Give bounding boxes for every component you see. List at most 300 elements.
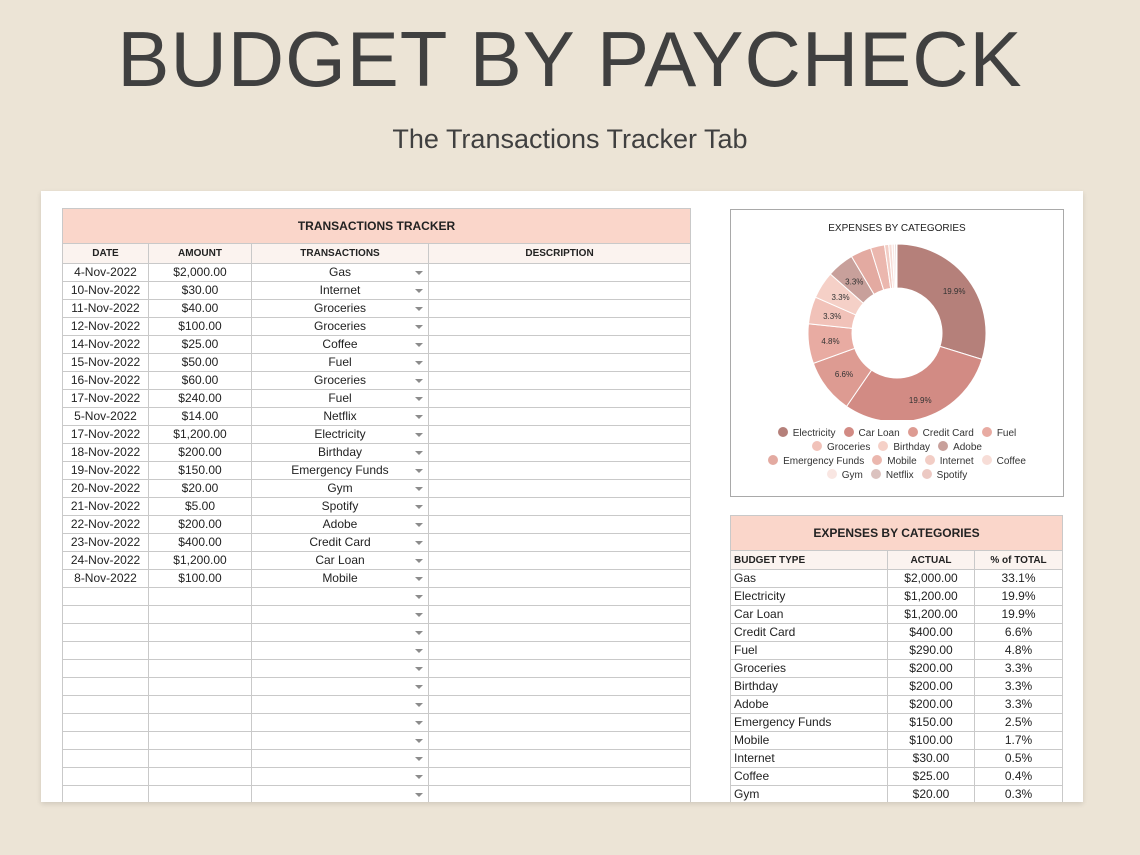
amount-cell[interactable] bbox=[149, 678, 252, 696]
transaction-cell[interactable] bbox=[252, 408, 429, 426]
date-cell[interactable] bbox=[63, 768, 149, 786]
dropdown-arrow-icon[interactable] bbox=[415, 343, 423, 347]
transaction-cell[interactable] bbox=[252, 570, 429, 588]
transaction-cell[interactable] bbox=[252, 588, 429, 606]
table-row bbox=[731, 588, 1063, 606]
table-row bbox=[63, 354, 691, 372]
transaction-cell[interactable] bbox=[252, 282, 429, 300]
amount-cell[interactable] bbox=[149, 660, 252, 678]
legend-item[interactable] bbox=[768, 455, 864, 469]
budget-type-cell[interactable]: Gas bbox=[731, 570, 888, 588]
description-cell[interactable] bbox=[429, 696, 691, 714]
date-cell[interactable] bbox=[63, 678, 149, 696]
budget-type-cell[interactable]: Coffee bbox=[731, 768, 888, 786]
legend-item[interactable] bbox=[871, 469, 914, 483]
date-cell[interactable] bbox=[63, 642, 149, 660]
dropdown-arrow-icon[interactable] bbox=[415, 361, 423, 365]
amount-cell[interactable]: $20.00 bbox=[149, 480, 252, 498]
dropdown-arrow-icon[interactable] bbox=[415, 703, 423, 707]
legend-item[interactable] bbox=[982, 455, 1026, 469]
donut-slice-spotify[interactable] bbox=[896, 244, 897, 288]
budget-type-cell[interactable]: Car Loan bbox=[731, 606, 888, 624]
amount-cell[interactable]: $150.00 bbox=[149, 462, 252, 480]
amount-cell[interactable]: $1,200.00 bbox=[149, 426, 252, 444]
transaction-label: Credit Card bbox=[309, 535, 371, 549]
table-row bbox=[63, 750, 691, 768]
pct-total-cell[interactable]: 3.3% bbox=[975, 696, 1063, 714]
amount-cell[interactable]: $30.00 bbox=[149, 282, 252, 300]
actual-cell[interactable]: $200.00 bbox=[888, 660, 975, 678]
pct-total-cell[interactable]: 4.8% bbox=[975, 642, 1063, 660]
actual-cell[interactable]: $30.00 bbox=[888, 750, 975, 768]
transaction-label: Fuel bbox=[328, 391, 352, 405]
dropdown-arrow-icon[interactable] bbox=[415, 289, 423, 293]
transaction-cell[interactable] bbox=[252, 354, 429, 372]
table-row bbox=[63, 408, 691, 426]
amount-cell[interactable] bbox=[149, 768, 252, 786]
description-cell[interactable] bbox=[429, 408, 691, 426]
actual-cell[interactable]: $2,000.00 bbox=[888, 570, 975, 588]
legend-label: Emergency Funds bbox=[783, 456, 865, 467]
description-cell[interactable] bbox=[429, 426, 691, 444]
transaction-label: Mobile bbox=[322, 571, 358, 585]
transaction-cell[interactable] bbox=[252, 768, 429, 786]
table-row bbox=[731, 606, 1063, 624]
table-row bbox=[731, 768, 1063, 786]
description-cell[interactable] bbox=[429, 534, 691, 552]
dropdown-arrow-icon[interactable] bbox=[415, 469, 423, 473]
dropdown-arrow-icon[interactable] bbox=[415, 559, 423, 563]
amount-cell[interactable] bbox=[149, 750, 252, 768]
table-row bbox=[63, 534, 691, 552]
transaction-cell[interactable] bbox=[252, 480, 429, 498]
actual-cell[interactable]: $200.00 bbox=[888, 696, 975, 714]
spreadsheet-area bbox=[41, 191, 1083, 802]
description-cell[interactable] bbox=[429, 300, 691, 318]
table-row bbox=[63, 444, 691, 462]
budget-type-cell[interactable]: Groceries bbox=[731, 660, 888, 678]
table-row bbox=[63, 318, 691, 336]
description-cell[interactable] bbox=[429, 588, 691, 606]
pct-total-cell[interactable]: 6.6% bbox=[975, 624, 1063, 642]
description-cell[interactable] bbox=[429, 462, 691, 480]
transaction-cell[interactable] bbox=[252, 516, 429, 534]
table-row bbox=[731, 714, 1063, 732]
date-cell[interactable] bbox=[63, 786, 149, 803]
date-cell[interactable]: 15-Nov-2022 bbox=[63, 354, 149, 372]
date-cell[interactable]: 19-Nov-2022 bbox=[63, 462, 149, 480]
legend-row bbox=[731, 455, 1063, 469]
column-header-pct-total: % of TOTAL bbox=[975, 551, 1063, 570]
amount-cell[interactable]: $200.00 bbox=[149, 516, 252, 534]
legend-swatch-icon bbox=[778, 427, 788, 437]
dropdown-arrow-icon[interactable] bbox=[415, 685, 423, 689]
table-row bbox=[63, 570, 691, 588]
legend-swatch-icon bbox=[768, 455, 778, 465]
amount-cell[interactable] bbox=[149, 786, 252, 803]
legend-item[interactable] bbox=[925, 455, 974, 469]
description-cell[interactable] bbox=[429, 390, 691, 408]
table-row bbox=[731, 642, 1063, 660]
transaction-cell[interactable] bbox=[252, 534, 429, 552]
actual-cell[interactable]: $100.00 bbox=[888, 732, 975, 750]
pct-total-cell[interactable]: 0.3% bbox=[975, 786, 1063, 803]
actual-cell[interactable]: $290.00 bbox=[888, 642, 975, 660]
amount-cell[interactable]: $100.00 bbox=[149, 570, 252, 588]
legend-swatch-icon bbox=[871, 469, 881, 479]
date-cell[interactable]: 24-Nov-2022 bbox=[63, 552, 149, 570]
pct-total-cell[interactable]: 19.9% bbox=[975, 606, 1063, 624]
date-cell[interactable] bbox=[63, 588, 149, 606]
chart-title: EXPENSES BY CATEGORIES bbox=[828, 223, 966, 234]
date-cell[interactable]: 12-Nov-2022 bbox=[63, 318, 149, 336]
transaction-cell[interactable] bbox=[252, 426, 429, 444]
description-cell[interactable] bbox=[429, 498, 691, 516]
dropdown-arrow-icon[interactable] bbox=[415, 307, 423, 311]
legend-item[interactable] bbox=[844, 427, 900, 441]
pct-total-cell[interactable]: 0.5% bbox=[975, 750, 1063, 768]
date-cell[interactable]: 8-Nov-2022 bbox=[63, 570, 149, 588]
legend-label: Adobe bbox=[953, 442, 982, 453]
transaction-label: Car Loan bbox=[315, 553, 365, 567]
legend-swatch-icon bbox=[827, 469, 837, 479]
description-cell[interactable] bbox=[429, 606, 691, 624]
pct-total-cell[interactable]: 2.5% bbox=[975, 714, 1063, 732]
legend-label: Birthday bbox=[893, 442, 931, 453]
transaction-cell[interactable] bbox=[252, 660, 429, 678]
transaction-cell[interactable] bbox=[252, 732, 429, 750]
transaction-cell[interactable] bbox=[252, 390, 429, 408]
legend-swatch-icon bbox=[908, 427, 918, 437]
legend-label: Spotify bbox=[936, 470, 968, 481]
slice-data-label: 3.3% bbox=[831, 292, 850, 302]
amount-cell[interactable] bbox=[149, 624, 252, 642]
legend-row bbox=[731, 441, 1063, 455]
amount-cell[interactable]: $25.00 bbox=[149, 336, 252, 354]
table-row bbox=[63, 300, 691, 318]
date-cell[interactable] bbox=[63, 696, 149, 714]
amount-cell[interactable]: $2,000.00 bbox=[149, 264, 252, 282]
date-cell[interactable]: 20-Nov-2022 bbox=[63, 480, 149, 498]
table-row bbox=[731, 732, 1063, 750]
legend-label: Mobile bbox=[887, 456, 917, 467]
dropdown-arrow-icon[interactable] bbox=[415, 613, 423, 617]
actual-cell[interactable]: $200.00 bbox=[888, 678, 975, 696]
date-cell[interactable]: 17-Nov-2022 bbox=[63, 390, 149, 408]
amount-cell[interactable]: $1,200.00 bbox=[149, 552, 252, 570]
date-cell[interactable]: 18-Nov-2022 bbox=[63, 444, 149, 462]
amount-cell[interactable]: $100.00 bbox=[149, 318, 252, 336]
legend-swatch-icon bbox=[982, 427, 992, 437]
table-row bbox=[731, 624, 1063, 642]
actual-cell[interactable]: $400.00 bbox=[888, 624, 975, 642]
transaction-cell[interactable] bbox=[252, 300, 429, 318]
dropdown-arrow-icon[interactable] bbox=[415, 541, 423, 545]
legend-item[interactable] bbox=[872, 455, 916, 469]
legend-label: Netflix bbox=[885, 470, 914, 481]
transactions-tracker-table bbox=[62, 208, 691, 802]
transaction-label: Gas bbox=[328, 265, 351, 279]
budget-type-cell[interactable]: Fuel bbox=[731, 642, 888, 660]
table-row bbox=[731, 678, 1063, 696]
transaction-cell[interactable] bbox=[252, 462, 429, 480]
actual-cell[interactable]: $25.00 bbox=[888, 768, 975, 786]
date-cell[interactable]: 10-Nov-2022 bbox=[63, 282, 149, 300]
legend-item[interactable] bbox=[982, 427, 1016, 441]
legend-item[interactable] bbox=[827, 469, 863, 483]
description-cell[interactable] bbox=[429, 768, 691, 786]
transaction-cell[interactable] bbox=[252, 552, 429, 570]
description-cell[interactable] bbox=[429, 444, 691, 462]
date-cell[interactable]: 23-Nov-2022 bbox=[63, 534, 149, 552]
budget-type-cell[interactable]: Birthday bbox=[731, 678, 888, 696]
table-row bbox=[63, 372, 691, 390]
amount-cell[interactable]: $240.00 bbox=[149, 390, 252, 408]
actual-cell[interactable]: $150.00 bbox=[888, 714, 975, 732]
budget-type-cell[interactable]: Internet bbox=[731, 750, 888, 768]
budget-type-cell[interactable]: Credit Card bbox=[731, 624, 888, 642]
table-row bbox=[63, 732, 691, 750]
description-cell[interactable] bbox=[429, 552, 691, 570]
description-cell[interactable] bbox=[429, 372, 691, 390]
column-header-description: DESCRIPTION bbox=[429, 244, 691, 264]
amount-cell[interactable] bbox=[149, 714, 252, 732]
transaction-cell[interactable] bbox=[252, 750, 429, 768]
transaction-label: Netflix bbox=[323, 409, 357, 423]
transaction-label: Groceries bbox=[313, 373, 366, 387]
description-cell[interactable] bbox=[429, 354, 691, 372]
date-cell[interactable]: 14-Nov-2022 bbox=[63, 336, 149, 354]
legend-row bbox=[731, 469, 1063, 483]
date-cell[interactable]: 17-Nov-2022 bbox=[63, 426, 149, 444]
slice-data-label: 19.9% bbox=[908, 396, 932, 406]
actual-cell[interactable]: $20.00 bbox=[888, 786, 975, 803]
transaction-label: Groceries bbox=[313, 319, 366, 333]
transaction-cell[interactable] bbox=[252, 336, 429, 354]
table-row bbox=[63, 480, 691, 498]
table-row bbox=[63, 336, 691, 354]
amount-cell[interactable] bbox=[149, 732, 252, 750]
table-row bbox=[63, 642, 691, 660]
legend-item[interactable] bbox=[908, 427, 974, 441]
table-row bbox=[731, 696, 1063, 714]
table-row bbox=[63, 264, 691, 282]
table-row bbox=[731, 786, 1063, 803]
pct-total-cell[interactable]: 3.3% bbox=[975, 678, 1063, 696]
description-cell[interactable] bbox=[429, 660, 691, 678]
transaction-cell[interactable] bbox=[252, 498, 429, 516]
transaction-label: Birthday bbox=[317, 445, 363, 459]
dropdown-arrow-icon[interactable] bbox=[415, 433, 423, 437]
dropdown-arrow-icon[interactable] bbox=[415, 271, 423, 275]
transaction-cell[interactable] bbox=[252, 678, 429, 696]
actual-cell[interactable]: $1,200.00 bbox=[888, 606, 975, 624]
legend-swatch-icon bbox=[812, 441, 822, 451]
budget-type-cell[interactable]: Mobile bbox=[731, 732, 888, 750]
transaction-cell[interactable] bbox=[252, 606, 429, 624]
donut-chart-svg bbox=[731, 210, 1063, 420]
transaction-cell[interactable] bbox=[252, 642, 429, 660]
dropdown-arrow-icon[interactable] bbox=[415, 667, 423, 671]
amount-cell[interactable]: $60.00 bbox=[149, 372, 252, 390]
dropdown-arrow-icon[interactable] bbox=[415, 379, 423, 383]
table-row bbox=[63, 426, 691, 444]
chart-legend bbox=[731, 427, 1063, 483]
slice-data-label: 4.8% bbox=[821, 337, 840, 347]
legend-label: Coffee bbox=[996, 456, 1026, 467]
amount-cell[interactable] bbox=[149, 642, 252, 660]
budget-type-cell[interactable]: Adobe bbox=[731, 696, 888, 714]
dropdown-arrow-icon[interactable] bbox=[415, 757, 423, 761]
legend-swatch-icon bbox=[922, 469, 932, 479]
donut-slice-car-loan[interactable] bbox=[847, 346, 982, 420]
column-header-budget-type: BUDGET TYPE bbox=[731, 551, 888, 570]
description-cell[interactable] bbox=[429, 750, 691, 768]
date-cell[interactable]: 5-Nov-2022 bbox=[63, 408, 149, 426]
transaction-label: Emergency Funds bbox=[291, 463, 389, 477]
description-cell[interactable] bbox=[429, 714, 691, 732]
amount-cell[interactable] bbox=[149, 606, 252, 624]
date-cell[interactable]: 21-Nov-2022 bbox=[63, 498, 149, 516]
legend-item[interactable] bbox=[938, 441, 982, 455]
date-cell[interactable]: 22-Nov-2022 bbox=[63, 516, 149, 534]
description-cell[interactable] bbox=[429, 624, 691, 642]
table-row bbox=[731, 570, 1063, 588]
description-cell[interactable] bbox=[429, 642, 691, 660]
description-cell[interactable] bbox=[429, 786, 691, 803]
dropdown-arrow-icon[interactable] bbox=[415, 325, 423, 329]
dropdown-arrow-icon[interactable] bbox=[415, 397, 423, 401]
dropdown-arrow-icon[interactable] bbox=[415, 451, 423, 455]
expenses-donut-chart bbox=[730, 209, 1064, 497]
legend-item[interactable] bbox=[778, 427, 836, 441]
table-row bbox=[731, 660, 1063, 678]
dropdown-arrow-icon[interactable] bbox=[415, 793, 423, 797]
pct-total-cell[interactable]: 19.9% bbox=[975, 588, 1063, 606]
dropdown-arrow-icon[interactable] bbox=[415, 721, 423, 725]
budget-type-cell[interactable]: Electricity bbox=[731, 588, 888, 606]
legend-label: Groceries bbox=[827, 442, 871, 453]
transaction-cell[interactable] bbox=[252, 318, 429, 336]
dropdown-arrow-icon[interactable] bbox=[415, 649, 423, 653]
table-row bbox=[63, 714, 691, 732]
transaction-cell[interactable] bbox=[252, 372, 429, 390]
legend-label: Electricity bbox=[792, 428, 836, 439]
dropdown-arrow-icon[interactable] bbox=[415, 739, 423, 743]
description-cell[interactable] bbox=[429, 516, 691, 534]
amount-cell[interactable] bbox=[149, 696, 252, 714]
transaction-cell[interactable] bbox=[252, 696, 429, 714]
dropdown-arrow-icon[interactable] bbox=[415, 595, 423, 599]
slice-data-label: 3.3% bbox=[845, 277, 864, 287]
actual-cell[interactable]: $1,200.00 bbox=[888, 588, 975, 606]
amount-cell[interactable]: $5.00 bbox=[149, 498, 252, 516]
transaction-label: Fuel bbox=[328, 355, 352, 369]
date-cell[interactable] bbox=[63, 750, 149, 768]
column-header-transactions: TRANSACTIONS bbox=[252, 244, 429, 264]
dropdown-arrow-icon[interactable] bbox=[415, 505, 423, 509]
amount-cell[interactable]: $400.00 bbox=[149, 534, 252, 552]
dropdown-arrow-icon[interactable] bbox=[415, 775, 423, 779]
transaction-cell[interactable] bbox=[252, 444, 429, 462]
date-cell[interactable] bbox=[63, 660, 149, 678]
table-row bbox=[63, 462, 691, 480]
legend-label: Internet bbox=[939, 456, 974, 467]
dropdown-arrow-icon[interactable] bbox=[415, 577, 423, 581]
date-cell[interactable] bbox=[63, 732, 149, 750]
amount-cell[interactable]: $50.00 bbox=[149, 354, 252, 372]
pct-total-cell[interactable]: 3.3% bbox=[975, 660, 1063, 678]
dropdown-arrow-icon[interactable] bbox=[415, 523, 423, 527]
budget-type-cell[interactable]: Emergency Funds bbox=[731, 714, 888, 732]
amount-cell[interactable]: $200.00 bbox=[149, 444, 252, 462]
column-header-actual: ACTUAL bbox=[888, 551, 975, 570]
description-cell[interactable] bbox=[429, 732, 691, 750]
description-cell[interactable] bbox=[429, 336, 691, 354]
expenses-by-categories-table bbox=[730, 515, 1063, 802]
date-cell[interactable]: 16-Nov-2022 bbox=[63, 372, 149, 390]
dropdown-arrow-icon[interactable] bbox=[415, 631, 423, 635]
transaction-label: Spotify bbox=[321, 499, 359, 513]
description-cell[interactable] bbox=[429, 678, 691, 696]
legend-row bbox=[731, 427, 1063, 441]
description-cell[interactable] bbox=[429, 318, 691, 336]
amount-cell[interactable] bbox=[149, 588, 252, 606]
legend-label: Gym bbox=[841, 470, 863, 481]
legend-label: Fuel bbox=[996, 428, 1017, 439]
date-cell[interactable] bbox=[63, 624, 149, 642]
legend-item[interactable] bbox=[922, 469, 968, 483]
pct-total-cell[interactable]: 33.1% bbox=[975, 570, 1063, 588]
table-row bbox=[63, 498, 691, 516]
date-cell[interactable] bbox=[63, 714, 149, 732]
description-cell[interactable] bbox=[429, 570, 691, 588]
transaction-cell[interactable] bbox=[252, 786, 429, 803]
pct-total-cell[interactable]: 1.7% bbox=[975, 732, 1063, 750]
amount-cell[interactable]: $40.00 bbox=[149, 300, 252, 318]
legend-swatch-icon bbox=[938, 441, 948, 451]
transaction-label: Electricity bbox=[314, 427, 366, 441]
amount-cell[interactable]: $14.00 bbox=[149, 408, 252, 426]
table-row bbox=[63, 786, 691, 803]
legend-swatch-icon bbox=[872, 455, 882, 465]
transaction-cell[interactable] bbox=[252, 624, 429, 642]
tracker-title: TRANSACTIONS TRACKER bbox=[63, 209, 691, 244]
transaction-cell[interactable] bbox=[252, 264, 429, 282]
date-cell[interactable] bbox=[63, 606, 149, 624]
donut-slice-electricity[interactable] bbox=[897, 244, 986, 359]
legend-swatch-icon bbox=[844, 427, 854, 437]
table-row bbox=[63, 696, 691, 714]
date-cell[interactable]: 11-Nov-2022 bbox=[63, 300, 149, 318]
page-subtitle: The Transactions Tracker Tab bbox=[392, 124, 748, 154]
dropdown-arrow-icon[interactable] bbox=[415, 415, 423, 419]
legend-item[interactable] bbox=[812, 441, 870, 455]
legend-item[interactable] bbox=[878, 441, 930, 455]
date-cell[interactable]: 4-Nov-2022 bbox=[63, 264, 149, 282]
description-cell[interactable] bbox=[429, 264, 691, 282]
budget-type-cell[interactable]: Gym bbox=[731, 786, 888, 803]
table-row bbox=[63, 282, 691, 300]
description-cell[interactable] bbox=[429, 282, 691, 300]
expenses-table-title: EXPENSES BY CATEGORIES bbox=[731, 516, 1063, 551]
legend-swatch-icon bbox=[878, 441, 888, 451]
table-row bbox=[63, 606, 691, 624]
dropdown-arrow-icon[interactable] bbox=[415, 487, 423, 491]
pct-total-cell[interactable]: 0.4% bbox=[975, 768, 1063, 786]
description-cell[interactable] bbox=[429, 480, 691, 498]
transaction-cell[interactable] bbox=[252, 714, 429, 732]
